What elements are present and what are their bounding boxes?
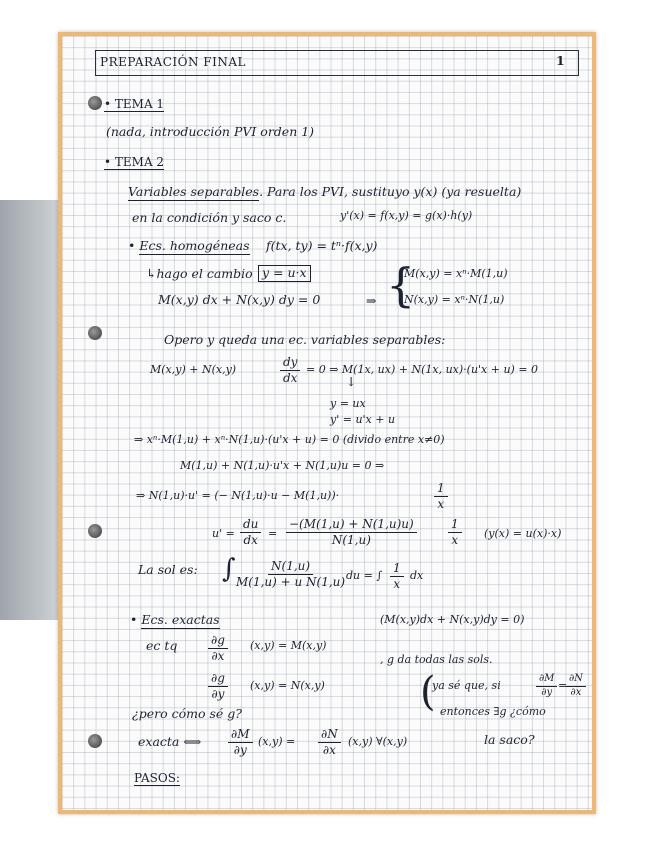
down-arrow: ↓ [346,374,357,389]
dg-dy-fraction [208,672,228,700]
exactas-ya-se: ya sé que, si [432,679,501,692]
page-title: PREPARACIÓN FINAL [100,55,246,69]
dN-dx-fraction [318,728,341,756]
homog-eq4: M(1,u) + N(1,u)·u'x + N(1,u)u = 0 ⇒ [180,459,385,472]
frac-num: 1 [390,562,404,577]
integrand-fraction [236,560,345,588]
exactas-rel1: (x,y) = M(x,y) [250,639,327,652]
homog-eq6-left: u' = [212,527,235,540]
homog-eq6-note: (y(x) = u(x)·x) [484,527,562,540]
frac-den: ∂y [541,686,553,698]
exactas-eq: (M(x,y)dx + N(x,y)dy = 0) [380,613,525,626]
exactas-pero: ¿pero cómo sé g? [132,706,242,721]
binder-hole [88,326,102,340]
var-sep-text1: . Para los PVI, sustituyo y(x) (ya resuelta) [259,184,522,199]
one-over-x-fraction [434,482,448,510]
dM-dy-fraction [228,728,253,756]
graph-paper-sheet [58,32,596,814]
exactas-ec-tq: ec tq [146,638,178,653]
tema1-line: (nada, introducción PVI orden 1) [106,124,315,139]
solution-fraction [286,518,417,546]
dy-dx-den: dx [283,370,298,385]
binder-hole [88,524,102,538]
homog-eq2-left: M(x,y) + N(x,y) [150,363,237,376]
dy-dx-fraction [280,356,300,384]
dy-dx-num: dy [280,356,300,371]
frac-den: x [393,576,401,591]
frac-den: ∂y [233,742,247,757]
frac-num: ∂g [208,634,228,649]
tema1-heading: • TEMA 1 [104,97,165,111]
homog-cambio-label: ↳hago el cambio [146,266,253,281]
exactas-rel1-note: , g da todas las sols. [380,653,493,666]
frac-num: ∂g [208,672,228,687]
homog-eq5: ⇒ N(1,u)·u' = (− N(1,u)·u − M(1,u))· [136,489,340,502]
dg-dx-fraction [208,634,228,662]
dN-dx-fraction [566,674,586,698]
exactas-rel4: (x,y) ∀(x,y) [348,735,408,748]
system-brace: { [386,258,416,312]
exactas-title: Ecs. exactas [141,612,220,627]
frac-den: ∂x [570,686,582,698]
exactas-la-saco: la saco? [484,732,535,747]
frac-den: ∂x [211,648,225,663]
homog-eq2-right: = 0 ⇒ M(1x, ux) + N(1x, ux)·(u'x + u) = 0 [306,363,539,376]
sol-dx: dx [410,569,424,582]
homog-implies: ⇒ [366,293,377,308]
var-sep-formula: y'(x) = f(x,y) = g(x)·h(y) [340,209,473,222]
exactas-rel2: (x,y) = N(x,y) [250,679,325,692]
integral-sign: ∫ [222,554,236,584]
frac-den: dx [243,532,258,547]
frac-num: 1 [448,518,462,533]
frac-den: ∂y [211,686,225,701]
homog-sub1: y = ux [330,397,366,410]
var-sep-line1 [128,186,521,199]
exactas-rel3: (x,y) = [258,735,296,748]
var-sep-title: Variables separables [128,184,260,199]
frac-num: ∂N [566,674,586,687]
frac-num: ∂M [536,674,557,687]
frac-num: du [240,518,261,533]
homog-eq3: ⇒ xⁿ·M(1,u) + xⁿ·N(1,u)·(u'x + u) = 0 (divido entre x≠0) [134,433,445,446]
homog-sub2: y' = u'x + u [330,413,396,426]
page-number: 1 [556,53,565,68]
frac-num: ∂N [318,728,341,743]
frac-den: N(1,u) [331,532,371,547]
exactas-title-line: • Ecs. exactas [130,612,220,627]
frac-num: 1 [434,482,448,497]
exactas-entonces: entonces ∃g ¿cómo [440,705,546,718]
frac-num: ∂M [228,728,253,743]
exactas-exacta: exacta ⟺ [138,734,202,749]
du-dx-fraction [240,518,261,546]
dM-dy-fraction [536,674,557,698]
binder-hole [88,96,102,110]
pasos-heading: PASOS: [134,771,180,785]
homog-sys1: M(x,y) = xⁿ·M(1,u) [404,267,508,280]
homog-eq: M(x,y) dx + N(x,y) dy = 0 [158,292,321,307]
homog-cambio-box: y = u·x [258,265,311,282]
binder-hole [88,734,102,748]
homog-def: f(tx, ty) = tⁿ·f(x,y) [266,238,378,253]
frac-den: ∂x [322,742,336,757]
frac-den: M(1,u) + u N(1,u) [236,574,346,589]
frac-num: −(M(1,u) + N(1,u)u) [286,518,417,533]
note-bracket: ( [420,669,436,715]
homog-sys2: N(x,y) = xⁿ·N(1,u) [404,293,505,306]
sol-label: La sol es: [138,562,198,577]
homog-opero: Opero y queda una ec. variables separables: [164,332,446,347]
one-over-x-fraction [390,562,404,590]
tema2-heading: • TEMA 2 [104,155,165,169]
sol-du: du = ∫ [346,569,383,582]
equals-sign: = [268,527,278,540]
frac-den: x [451,532,459,547]
homog-title-line: • Ecs. homogéneas [128,238,250,253]
frac-num: N(1,u) [268,560,313,575]
equals-sign: = [558,679,568,692]
one-over-x-fraction [448,518,462,546]
homog-title: Ecs. homogéneas [139,238,250,253]
frac-den: x [437,496,445,511]
var-sep-text2: en la condición y saco c. [132,210,287,225]
